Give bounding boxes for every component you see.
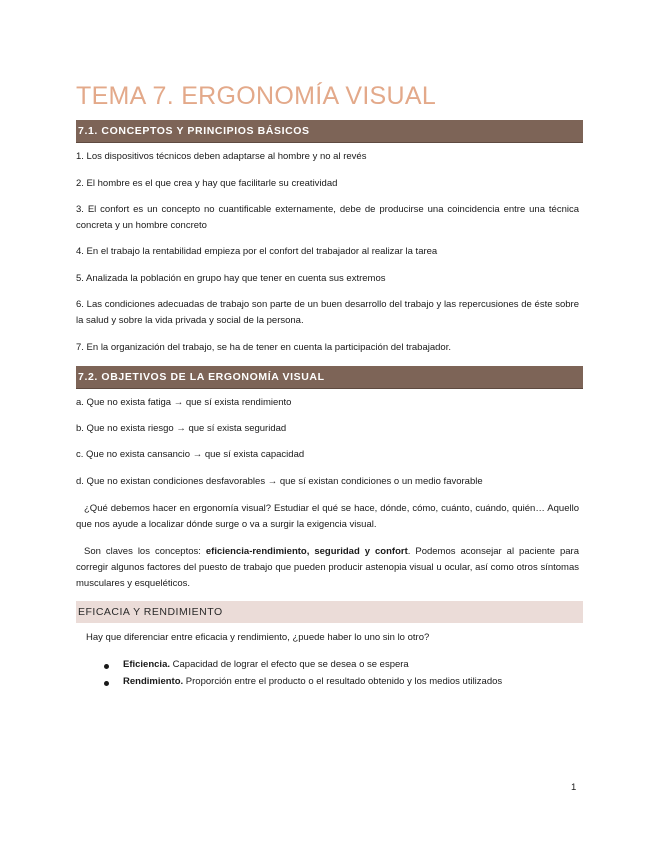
bullet-term: Eficiencia. — [123, 659, 170, 670]
key-concepts-rest: . Podemos aconsejar al paciente para corregir algunos factores del puesto de trabajo que pueden producir astenopia visual u ocular, así como otros síntomas musculares y esqueléticos. — [76, 546, 579, 589]
principle-item: 7. En la organización del trabajo, se ha de tener en cuenta la participación del trabajador. — [76, 342, 451, 353]
bullet-icon — [104, 664, 109, 669]
page-title: TEMA 7. ERGONOMÍA VISUAL — [76, 82, 437, 110]
subsection-heading-eficacia: EFICACIA Y RENDIMIENTO — [76, 601, 583, 623]
bullet-text: Capacidad de lograr el efecto que se desea o se espera — [170, 659, 409, 670]
key-concepts-intro: Son claves los conceptos: — [84, 546, 206, 557]
key-concepts-paragraph — [76, 544, 579, 592]
principle-item: 1. Los dispositivos técnicos deben adaptarse al hombre y no al revés — [76, 151, 367, 162]
bullet-text: Proporción entre el producto o el resultado obtenido y los medios utilizados — [183, 676, 503, 687]
section-heading-7-1: 7.1. CONCEPTOS Y PRINCIPIOS BÁSICOS — [76, 120, 583, 143]
objectives-paragraph: ¿Qué debemos hacer en ergonomía visual? Estudiar el qué se hace, dónde, cómo, cuánto, cuándo, quién… Aquello que nos ayude a localizar dónde surge o va a surgir la exigencia visual. — [76, 503, 579, 530]
principle-item: 3. El confort es un concepto no cuantificable externamente, debe de producirse una coincidencia entre una técnica concreta y un hombre concreto — [76, 204, 579, 231]
section-heading-7-2: 7.2. OBJETIVOS DE LA ERGONOMÍA VISUAL — [76, 366, 583, 389]
principle-item: 5. Analizada la población en grupo hay que tener en cuenta sus extremos — [76, 273, 386, 284]
objective-item: d. Que no existan condiciones desfavorables → que sí existan condiciones o un medio favorable — [76, 476, 483, 487]
subsection-intro: Hay que diferenciar entre eficacia y rendimiento, ¿puede haber lo uno sin lo otro? — [86, 632, 430, 643]
principle-item: 6. Las condiciones adecuadas de trabajo son parte de un buen desarrollo del trabajo y las repercusiones de éste sobre la salud y sobre la vida privada y social de la persona. — [76, 299, 579, 326]
objective-item: b. Que no exista riesgo → que sí exista seguridad — [76, 423, 287, 434]
principle-item: 4. En el trabajo la rentabilidad empieza por el confort del trabajador al realizar la tarea — [76, 246, 438, 257]
key-concepts-bold: eficiencia-rendimiento, seguridad y confort — [205, 546, 408, 557]
objective-item: a. Que no exista fatiga → que sí exista rendimiento — [76, 397, 292, 408]
principle-item: 2. El hombre es el que crea y hay que facilitarle su creatividad — [76, 178, 338, 189]
bullet-term: Rendimiento. — [123, 676, 184, 687]
objective-item: c. Que no exista cansancio → que sí exista capacidad — [76, 449, 305, 460]
page-number: 1 — [571, 782, 577, 793]
bullet-icon — [104, 681, 109, 686]
